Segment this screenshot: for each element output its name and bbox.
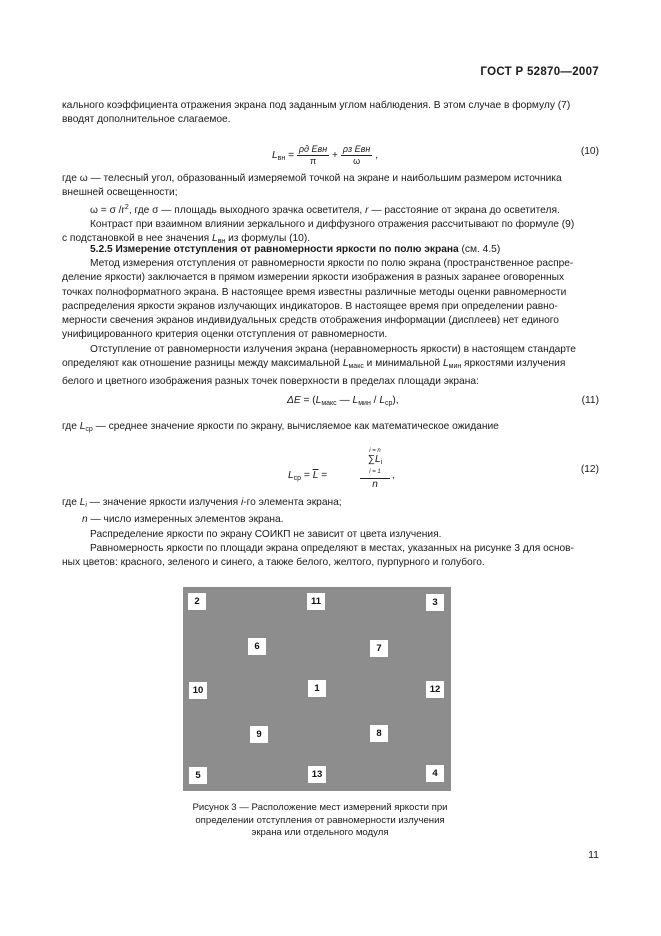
- definition-paragraph: [62, 343, 599, 389]
- measurement-point: 9: [250, 726, 268, 743]
- equation-number: (12): [580, 464, 599, 475]
- fraction-2: $\frac{\text{ρз Eвн}}{\omega}$: [342, 144, 371, 166]
- fraction-1: $\frac{\text{ρд Eвн}}{\pi}$: [298, 144, 328, 166]
- text-line: точках полноформатного экрана. В настоящее время известны различные методы оценки равномерности: [62, 286, 567, 298]
- measurement-point: 6: [248, 638, 266, 655]
- measurement-screen-figure: [183, 587, 451, 791]
- measurement-point: 3: [426, 594, 444, 611]
- intro-paragraph: [62, 99, 599, 128]
- measurement-point: 7: [370, 640, 388, 657]
- formula-12-fraction: i = n $\sum L_i$ i = 1 n: [360, 447, 390, 491]
- method-paragraph: [62, 257, 599, 343]
- text-line: внешней освещенности;: [62, 187, 178, 199]
- text-line: Метод измерения отступления от равномерности яркости по полю экрана (пространственное распре-: [90, 258, 574, 269]
- text-line: унифицированного критерия оценки отступления от равномерности.: [62, 329, 388, 341]
- text-line: Равномерность яркости по площади экрана определяют в местах, указанных на рисунке 3 для основ-: [90, 542, 574, 554]
- page-number: 11: [588, 849, 599, 861]
- measurement-point: 2: [188, 593, 206, 610]
- text-line: где $L_i$ — значение яркости излучения i-го элемента экрана;: [62, 497, 342, 509]
- text-line: с подстановкой в нее значения $L_{вн}$ из формулы (10).: [62, 233, 311, 246]
- omega-paragraph: [62, 172, 599, 249]
- text-line: Контраст при взаимном влиянии зеркального и диффузного отражения рассчитывают по формуле (9): [90, 218, 575, 230]
- text-line: определяют как отношение разницы между максимальной $L_{макс}$ и минимальной $L_{мин}$ яркостями излучения: [62, 358, 566, 371]
- text-line: белого и цветного изображения разных точек поверхности в пределах площади экрана:: [62, 375, 479, 387]
- measurement-point: 11: [307, 593, 325, 610]
- formula-10: [62, 136, 599, 166]
- text-line: распределения яркости экранов излучающих индикаторов. В настоящее время при определении равно-: [62, 300, 558, 312]
- measurement-point: 13: [308, 766, 326, 783]
- formula-12-comma: ,: [392, 470, 395, 481]
- measurement-point: 1: [308, 680, 326, 697]
- text-line: Отступление от равномерности излучения экрана (неравномерность яркости) в настоящем стандарте: [90, 344, 576, 355]
- formula-11-body: $\Delta E = (L_{макс}$ — $L_{мин} / L_{ср}$),: [287, 395, 399, 407]
- formula-10-body: $L_{вн}$ = $\frac{\text{ρд Eвн}}{\pi}$ + $\frac{\text{ρз Eвн}}{\omega}$ ,: [272, 144, 379, 166]
- measurement-point: 10: [189, 682, 207, 699]
- average-paragraph: где $L_{ср}$ — среднее значение яркости по экрану, вычисляемое как математическое ожидание: [62, 421, 499, 433]
- standard-header: ГОСТ Р 52870—2007: [480, 66, 599, 78]
- where-paragraph: [62, 496, 599, 570]
- measurement-point: 12: [426, 681, 444, 698]
- measurement-point: 5: [189, 767, 207, 784]
- formula-12-lhs: $L_{ср} = \overline{L}$ =: [288, 470, 328, 482]
- equation-number: (10): [580, 146, 599, 157]
- text-line: кального коэффициента отражения экрана под заданным углом наблюдения. В этом случае в формулу (7): [62, 100, 571, 111]
- text-line: ных цветов: красного, зеленого и синего, а также белого, желтого, пурпурного и голубого.: [62, 557, 485, 569]
- measurement-point: 4: [426, 765, 444, 782]
- measurement-point: 8: [370, 725, 388, 742]
- figure-caption: Рисунок 3 — Расположение мест измерений яркости при определении отступления от равномерности излучения экрана или отдельного модуля: [192, 802, 448, 838]
- text-line: вводят дополнительное слагаемое.: [62, 114, 231, 126]
- text-line: мерности свечения экранов индивидуальных средств отображения информации (дисплеев) нет единого: [62, 315, 559, 327]
- equation-number: (11): [581, 395, 599, 406]
- section-heading: 5.2.5 Измерение отступления от равномерности яркости по полю экрана (см. 4.5): [90, 244, 501, 255]
- text-line: Распределение яркости по экрану СОИКП не зависит от цвета излучения.: [90, 528, 442, 540]
- text-line: ω = σ $/r^2$, где σ — площадь выходного зрачка осветителя, r — расстояние от экрана до осветителя.: [90, 203, 560, 216]
- text-line: деление яркости) заключается в прямом измерении яркости изображения в разных заранее оговоренных: [62, 272, 565, 284]
- text-line: n — число измеренных элементов экрана.: [82, 514, 284, 526]
- formula-12: [62, 447, 599, 493]
- text-line: где ω — телесный угол, образованный измеряемой точкой на экране и наибольшим размером источника: [62, 173, 562, 184]
